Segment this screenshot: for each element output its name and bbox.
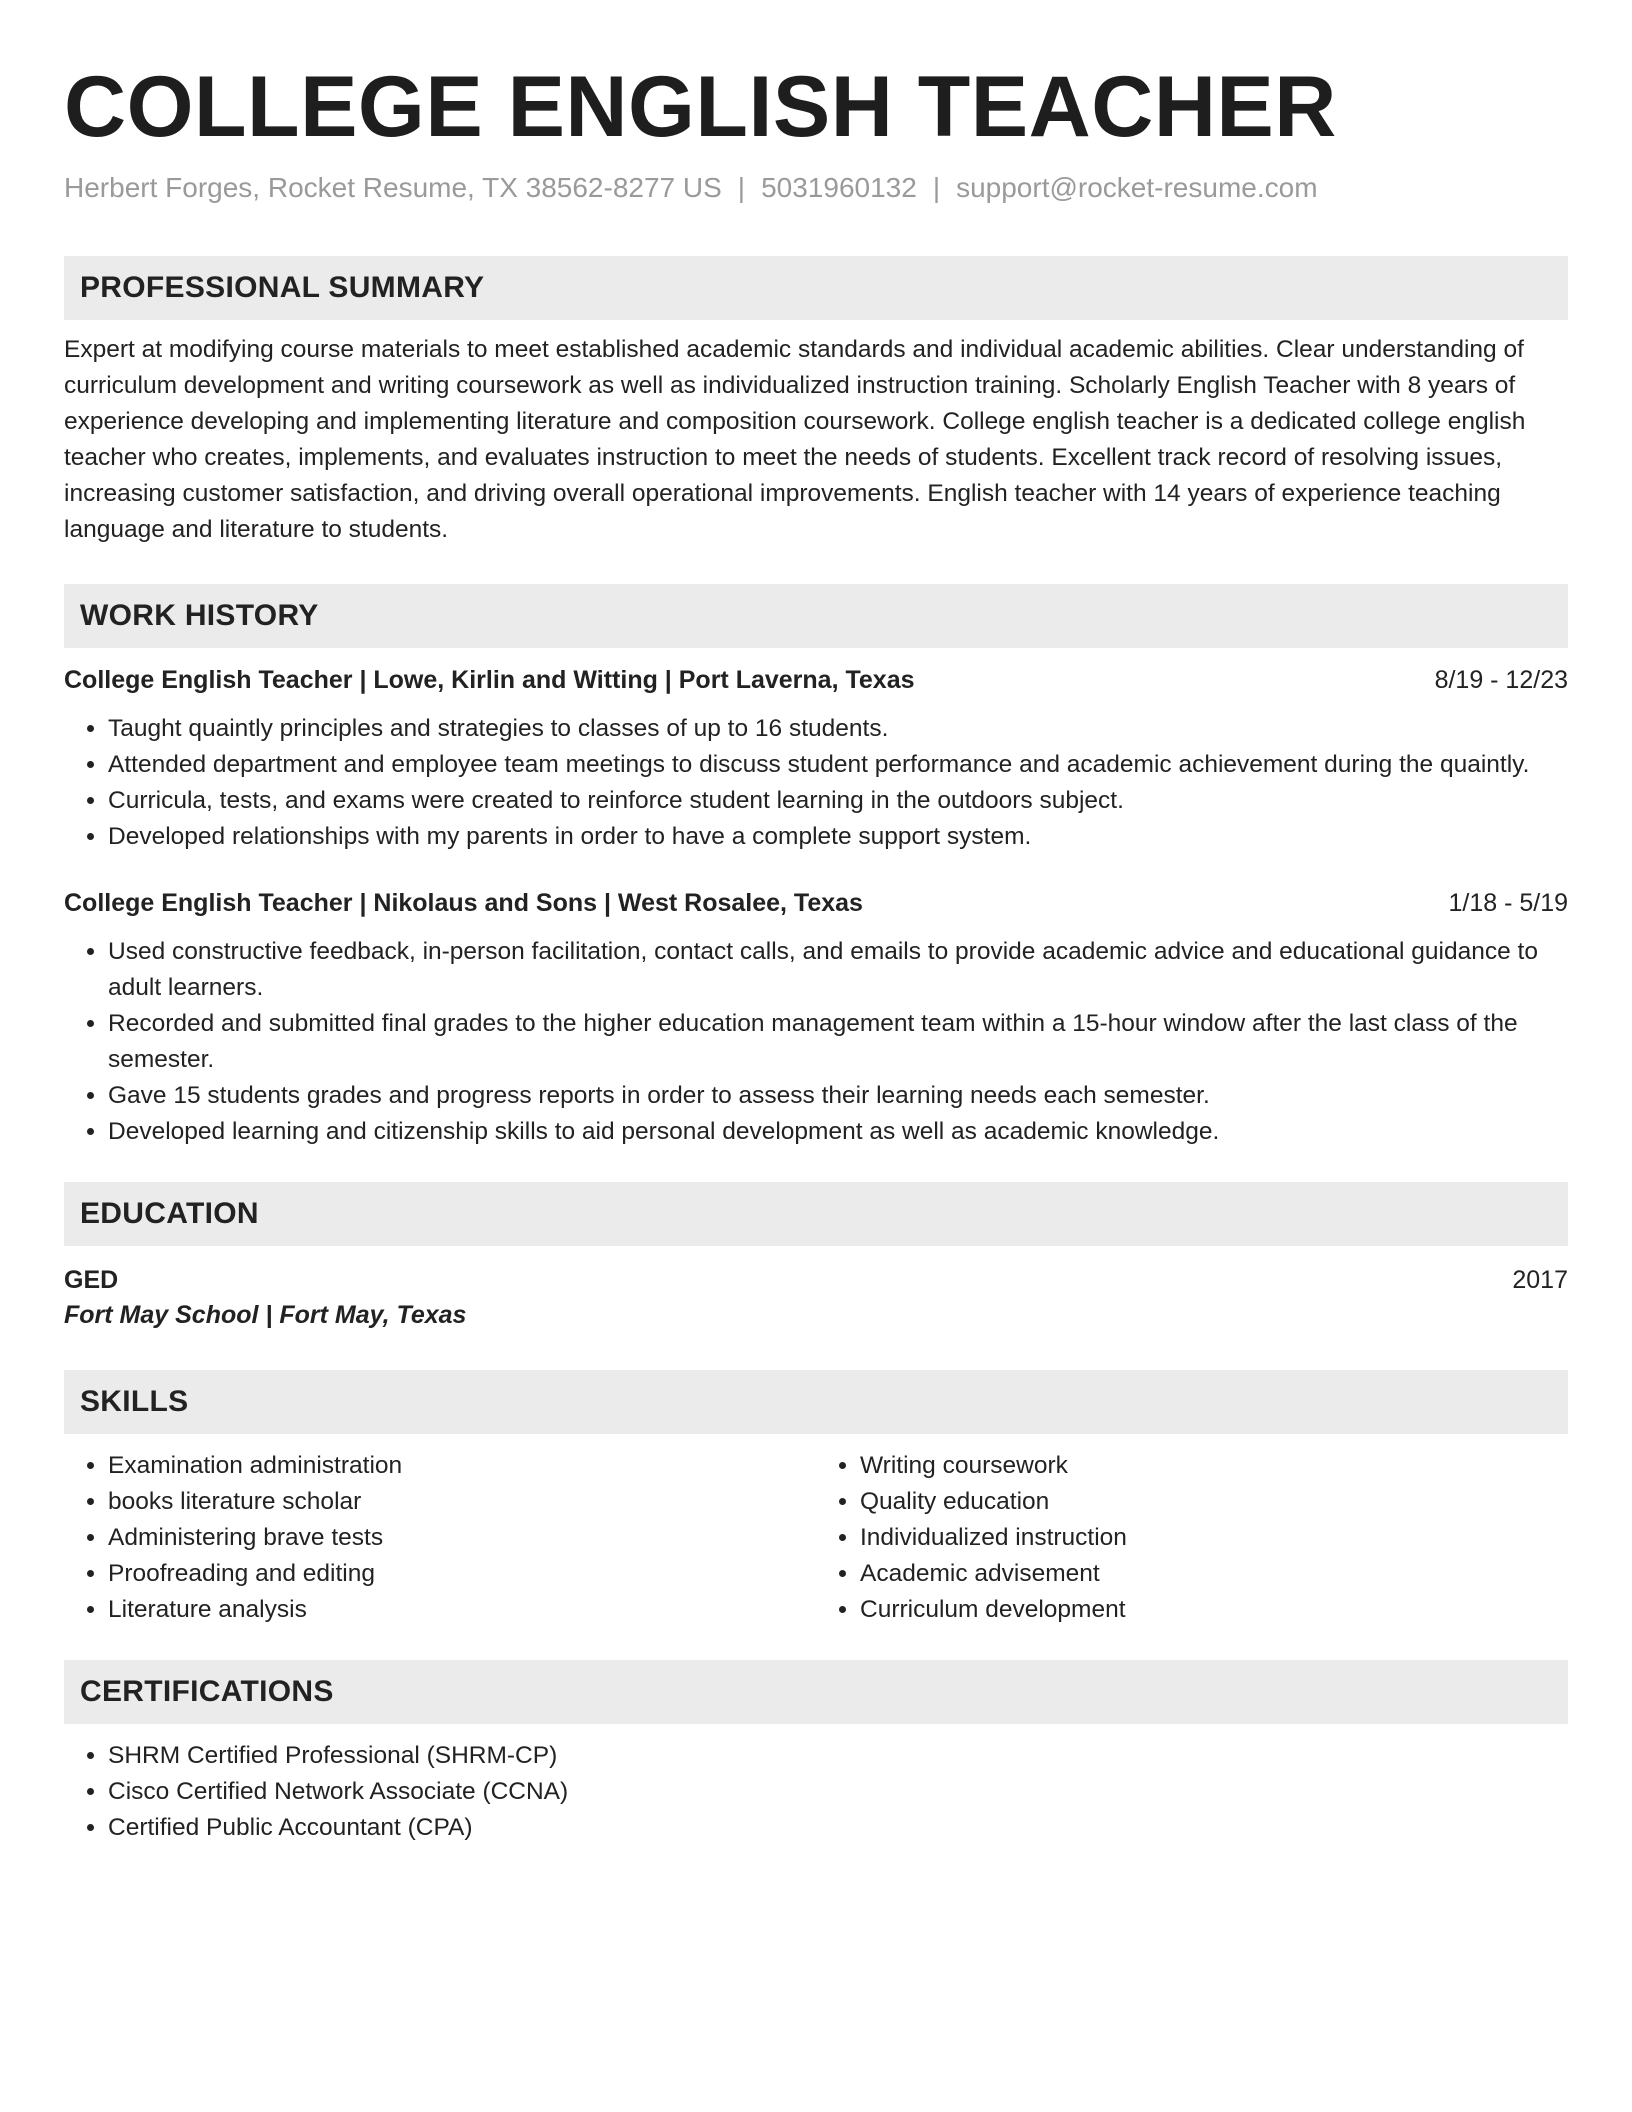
job-header	[64, 889, 1568, 918]
job-entry	[64, 889, 1568, 1150]
skill-item: • Proofreading and editing	[108, 1556, 816, 1592]
education-year: 2017	[1512, 1266, 1568, 1295]
skills-column-right	[816, 1448, 1568, 1628]
job-bullet: • Recorded and submitted final grades to the higher education management team within a 15-hour window after the last class of the semester.	[108, 1006, 1568, 1078]
job-header	[64, 666, 1568, 695]
certification-item: • SHRM Certified Professional (SHRM-CP)	[108, 1738, 1568, 1774]
skill-item: • Academic advisement	[860, 1556, 1568, 1592]
job-bullet: • Taught quaintly principles and strategies to classes of up to 16 students.	[108, 711, 1568, 747]
job-bullet: • Gave 15 students grades and progress reports in order to assess their learning needs each semester.	[108, 1078, 1568, 1114]
skill-item: • Individualized instruction	[860, 1520, 1568, 1556]
contact-email[interactable]: support@rocket-resume.com	[956, 171, 1318, 203]
contact-phone: 5031960132	[761, 171, 917, 203]
job-title: College English Teacher | Lowe, Kirlin and Witting | Port Laverna, Texas	[64, 666, 915, 695]
certification-item: • Cisco Certified Network Associate (CCNA)	[108, 1774, 1568, 1810]
education-row	[64, 1266, 1568, 1295]
contact-line	[64, 171, 1568, 205]
job-bullet: • Curricula, tests, and exams were created to reinforce student learning in the outdoors subject.	[108, 783, 1568, 819]
skills-heading: SKILLS	[64, 1370, 1568, 1434]
contact-separator: |	[932, 171, 941, 203]
job-bullet: • Developed learning and citizenship skills to aid personal development as well as academic knowledge.	[108, 1114, 1568, 1150]
contact-address: Herbert Forges, Rocket Resume, TX 38562-8277 US	[64, 171, 722, 203]
job-dates: 8/19 - 12/23	[1434, 666, 1568, 695]
contact-separator: |	[737, 171, 746, 203]
summary-heading: PROFESSIONAL SUMMARY	[64, 256, 1568, 320]
job-entry	[64, 666, 1568, 855]
skills-grid	[64, 1448, 1568, 1628]
summary-text: Expert at modifying course materials to meet established academic standards and individual academic abilities. Clear understanding of curriculum development and writing coursework as well as individualized instruction training. Scholarly English Teacher with 8 years of experience developing and implementing literature and composition coursework. College english teacher is a dedicated college english teacher who creates, implements, and evaluates instruction to meet the needs of students. Excellent track record of resolving issues, increasing customer satisfaction, and driving overall operational improvements. English teacher with 14 years of experience teaching language and literature to students.	[64, 336, 1526, 544]
certifications-heading: CERTIFICATIONS	[64, 1660, 1568, 1724]
certification-item: • Certified Public Accountant (CPA)	[108, 1810, 1568, 1846]
certifications-section	[64, 1660, 1568, 1846]
job-bullets	[64, 934, 1568, 1150]
job-bullet: • Attended department and employee team meetings to discuss student performance and academic achievement during the quaintly.	[108, 747, 1568, 783]
skill-item: • Quality education	[860, 1484, 1568, 1520]
skill-item: • Administering brave tests	[108, 1520, 816, 1556]
job-title: College English Teacher | Nikolaus and Sons | West Rosalee, Texas	[64, 889, 863, 918]
summary-section	[64, 256, 1568, 548]
work-history-section	[64, 584, 1568, 1150]
skill-item: • Writing coursework	[860, 1448, 1568, 1484]
skill-item: • Curriculum development	[860, 1592, 1568, 1628]
job-dates: 1/18 - 5/19	[1448, 889, 1568, 918]
job-bullet: • Used constructive feedback, in-person facilitation, contact calls, and emails to provide academic advice and educational guidance to adult learners.	[108, 934, 1568, 1006]
job-bullets	[64, 711, 1568, 855]
certifications-list	[64, 1738, 1568, 1846]
work-history-heading: WORK HISTORY	[64, 584, 1568, 648]
skill-item: • Examination administration	[108, 1448, 816, 1484]
education-school: Fort May School | Fort May, Texas	[64, 1301, 467, 1330]
skills-column-left	[64, 1448, 816, 1628]
education-degree: GED	[64, 1266, 119, 1295]
resume-title: COLLEGE ENGLISH TEACHER	[64, 59, 1337, 155]
skill-item: • books literature scholar	[108, 1484, 816, 1520]
job-bullet: • Developed relationships with my parents in order to have a complete support system.	[108, 819, 1568, 855]
skills-section	[64, 1370, 1568, 1628]
education-section	[64, 1182, 1568, 1330]
education-heading: EDUCATION	[64, 1182, 1568, 1246]
skill-item: • Literature analysis	[108, 1592, 816, 1628]
